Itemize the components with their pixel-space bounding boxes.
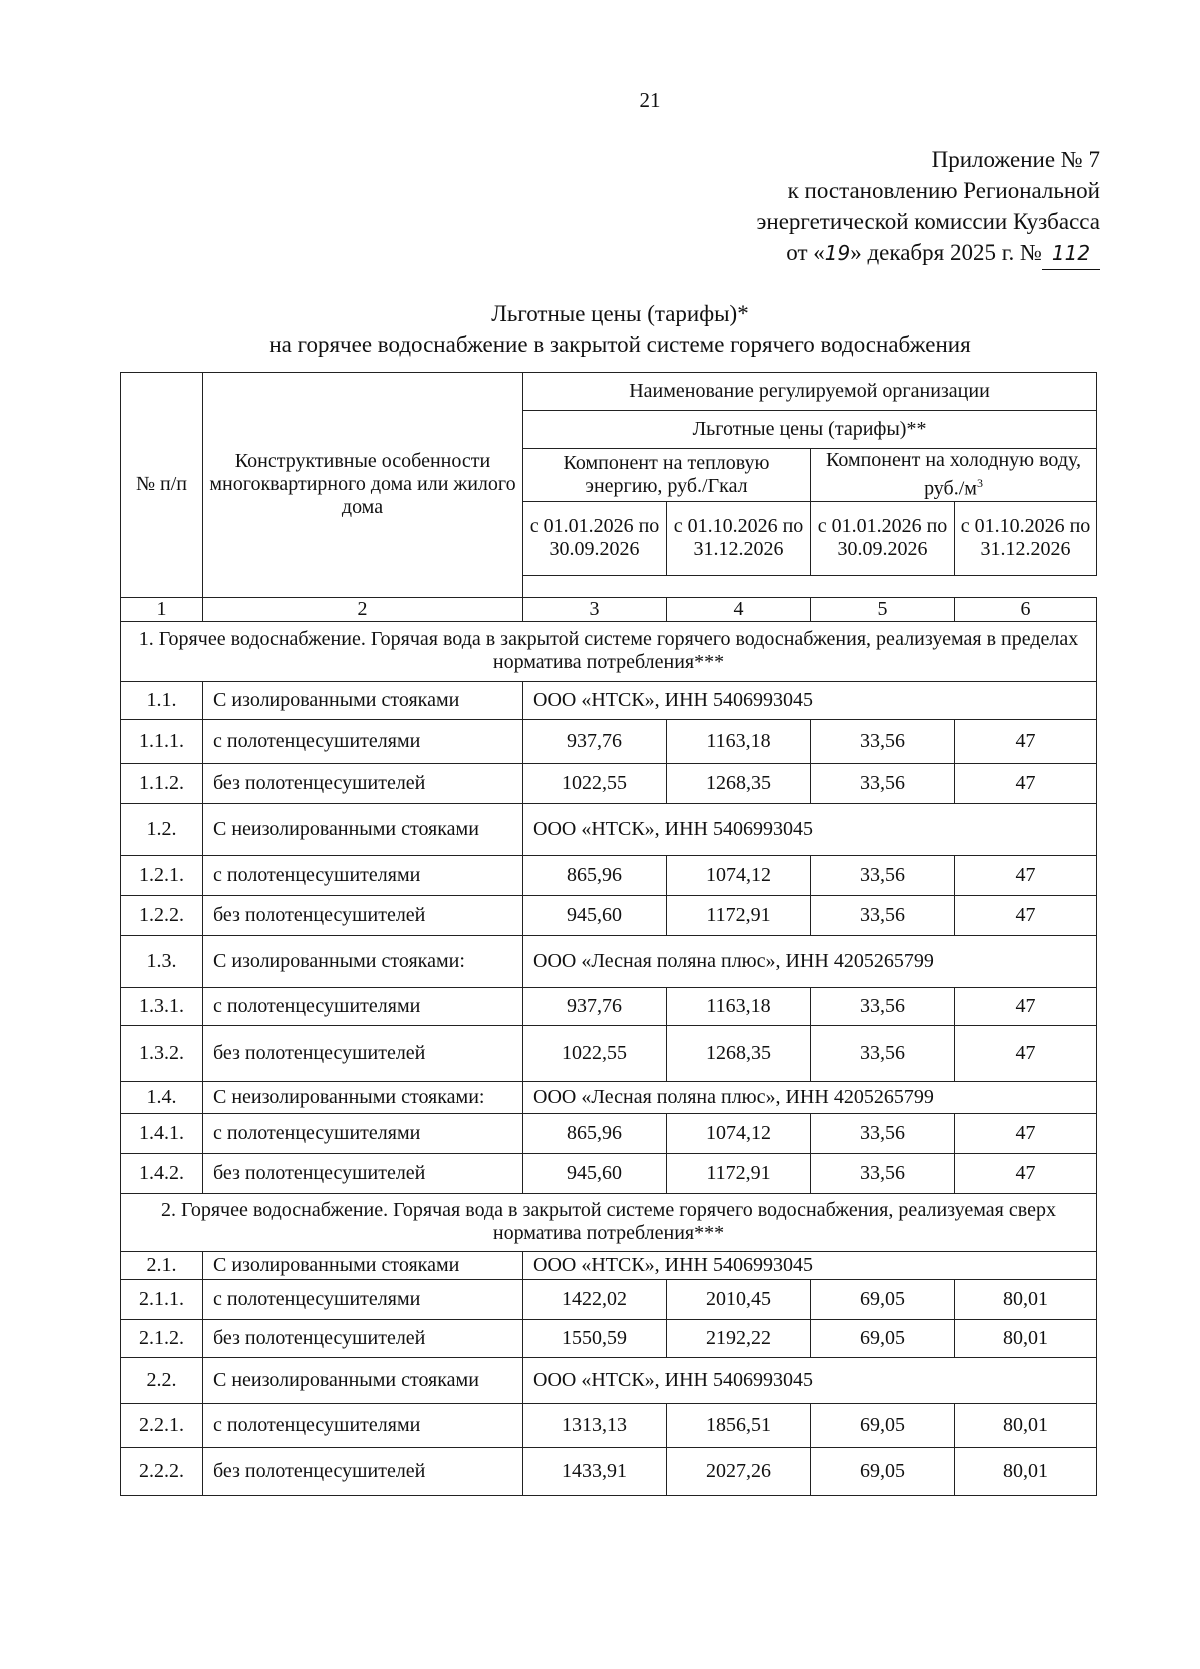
row-label: без полотенцесушителей (203, 1319, 523, 1357)
column-number: 1 (121, 597, 203, 621)
price-value: 47 (955, 1113, 1097, 1153)
organization-name: ООО «НТСК», ИНН 5406993045 (523, 1251, 1097, 1279)
row-number: 1.4.2. (121, 1153, 203, 1193)
row-label: без полотенцесушителей (203, 763, 523, 803)
price-value: 1268,35 (667, 763, 811, 803)
table-row (121, 763, 1097, 803)
price-value: 1172,91 (667, 1153, 811, 1193)
group-number: 1.1. (121, 681, 203, 719)
date-suffix: » декабря 2025 г. № (850, 240, 1042, 265)
price-value: 33,56 (811, 987, 955, 1025)
row-label: без полотенцесушителей (203, 895, 523, 935)
group-label: С изолированными стояками (203, 681, 523, 719)
group-number: 1.4. (121, 1081, 203, 1113)
organization-name: ООО «НТСК», ИНН 5406993045 (523, 681, 1097, 719)
price-value: 1074,12 (667, 855, 811, 895)
appendix-line-2: к постановлению Региональной (787, 178, 1100, 203)
section-title: 2. Горячее водоснабжение. Горячая вода в закрытой системе горячего водоснабжения, реализуемая сверх норматива потребления*** (121, 1193, 1097, 1251)
price-value: 865,96 (523, 1113, 667, 1153)
price-value: 937,76 (523, 987, 667, 1025)
price-value: 33,56 (811, 855, 955, 895)
price-value: 80,01 (955, 1319, 1097, 1357)
price-value: 69,05 (811, 1279, 955, 1319)
row-number: 1.1.1. (121, 719, 203, 763)
organization-name: ООО «НТСК», ИНН 5406993045 (523, 803, 1097, 855)
table-row (121, 1113, 1097, 1153)
group-number: 2.2. (121, 1357, 203, 1403)
price-value: 1422,02 (523, 1279, 667, 1319)
price-value: 1856,51 (667, 1403, 811, 1447)
price-value: 945,60 (523, 895, 667, 935)
header-num: № п/п (121, 373, 203, 598)
price-value: 2010,45 (667, 1279, 811, 1319)
column-number: 4 (667, 597, 811, 621)
price-value: 1313,13 (523, 1403, 667, 1447)
group-number: 1.2. (121, 803, 203, 855)
header-features: Конструктивные особенности многоквартирного дома или жилого дома (203, 373, 523, 598)
row-label: без полотенцесушителей (203, 1025, 523, 1081)
row-number: 2.2.1. (121, 1403, 203, 1447)
row-number: 1.2.2. (121, 895, 203, 935)
header-period: с 01.01.2026 по 30.09.2026 (811, 501, 955, 575)
row-label: с полотенцесушителями (203, 719, 523, 763)
organization-name: ООО «Лесная поляна плюс», ИНН 4205265799 (523, 1081, 1097, 1113)
table-row (121, 719, 1097, 763)
water-component-unit-power: 3 (976, 476, 983, 490)
price-value: 1172,91 (667, 895, 811, 935)
page-number: 21 (639, 88, 661, 112)
header-period: с 01.10.2026 по 31.12.2026 (667, 501, 811, 575)
group-number: 1.3. (121, 935, 203, 987)
header-water-component (811, 449, 1097, 502)
row-label: с полотенцесушителями (203, 987, 523, 1025)
header-period: с 01.01.2026 по 30.09.2026 (523, 501, 667, 575)
appendix-date-line (757, 237, 1100, 270)
appendix-line-1: Приложение № 7 (931, 147, 1100, 172)
table-row (121, 895, 1097, 935)
column-numbers-row (121, 597, 1097, 621)
header-org-name: Наименование регулируемой организации (523, 373, 1097, 411)
tariff-table (120, 372, 1097, 1496)
table-row (121, 1447, 1097, 1495)
price-value: 1022,55 (523, 1025, 667, 1081)
row-number: 1.1.2. (121, 763, 203, 803)
price-value: 2027,26 (667, 1447, 811, 1495)
price-value: 33,56 (811, 719, 955, 763)
header-prices: Льготные цены (тарифы)** (523, 411, 1097, 449)
price-value: 80,01 (955, 1403, 1097, 1447)
row-number: 1.3.2. (121, 1025, 203, 1081)
group-label: С изолированными стояками: (203, 935, 523, 987)
price-value: 1022,55 (523, 763, 667, 803)
row-number: 1.3.1. (121, 987, 203, 1025)
group-number: 2.1. (121, 1251, 203, 1279)
table-row (121, 1319, 1097, 1357)
row-label: с полотенцесушителями (203, 855, 523, 895)
price-value: 47 (955, 763, 1097, 803)
price-value: 69,05 (811, 1447, 955, 1495)
header-heat-component: Компонент на тепловую энергию, руб./Гкал (523, 449, 811, 502)
price-value: 33,56 (811, 895, 955, 935)
row-label: без полотенцесушителей (203, 1447, 523, 1495)
price-value: 47 (955, 1025, 1097, 1081)
group-row (121, 1081, 1097, 1113)
document-number-handwritten: 112 (1051, 241, 1091, 265)
price-value: 865,96 (523, 855, 667, 895)
appendix-block (757, 144, 1100, 270)
price-value: 69,05 (811, 1403, 955, 1447)
organization-name: ООО «Лесная поляна плюс», ИНН 4205265799 (523, 935, 1097, 987)
price-value: 1163,18 (667, 719, 811, 763)
header-period: с 01.10.2026 по 31.12.2026 (955, 501, 1097, 575)
title-line-2: на горячее водоснабжение в закрытой системе горячего водоснабжения (269, 332, 971, 357)
group-row (121, 681, 1097, 719)
row-number: 2.1.2. (121, 1319, 203, 1357)
price-value: 33,56 (811, 763, 955, 803)
table-row (121, 1279, 1097, 1319)
table-row (121, 1153, 1097, 1193)
title-line-1: Льготные цены (тарифы)* (491, 301, 749, 326)
column-number: 5 (811, 597, 955, 621)
price-value: 69,05 (811, 1319, 955, 1357)
date-day-handwritten: 19 (824, 241, 851, 265)
date-prefix: от « (786, 240, 825, 265)
water-component-text: Компонент на холодную воду, руб./м (825, 449, 1082, 500)
row-number: 1.2.1. (121, 855, 203, 895)
price-value: 47 (955, 987, 1097, 1025)
section-row (121, 621, 1097, 681)
column-number: 3 (523, 597, 667, 621)
price-value: 1433,91 (523, 1447, 667, 1495)
table-row (121, 1025, 1097, 1081)
row-label: с полотенцесушителями (203, 1113, 523, 1153)
row-number: 2.2.2. (121, 1447, 203, 1495)
price-value: 33,56 (811, 1025, 955, 1081)
price-value: 1268,35 (667, 1025, 811, 1081)
section-row (121, 1193, 1097, 1251)
table-row (121, 855, 1097, 895)
group-row (121, 803, 1097, 855)
row-number: 2.1.1. (121, 1279, 203, 1319)
column-number: 6 (955, 597, 1097, 621)
organization-name: ООО «НТСК», ИНН 5406993045 (523, 1357, 1097, 1403)
group-label: С неизолированными стояками (203, 1357, 523, 1403)
document-title (120, 298, 1120, 360)
price-value: 1550,59 (523, 1319, 667, 1357)
price-value: 945,60 (523, 1153, 667, 1193)
column-number: 2 (203, 597, 523, 621)
price-value: 1074,12 (667, 1113, 811, 1153)
table-row (121, 1403, 1097, 1447)
appendix-line-3: энергетической комиссии Кузбасса (756, 209, 1100, 234)
price-value: 80,01 (955, 1447, 1097, 1495)
group-label: С неизолированными стояками: (203, 1081, 523, 1113)
group-label: С неизолированными стояками (203, 803, 523, 855)
row-number: 1.4.1. (121, 1113, 203, 1153)
section-title: 1. Горячее водоснабжение. Горячая вода в закрытой системе горячего водоснабжения, реализуемая в пределах норматива потребления*** (121, 621, 1097, 681)
price-value: 1163,18 (667, 987, 811, 1025)
group-row (121, 1357, 1097, 1403)
group-row (121, 935, 1097, 987)
price-value: 33,56 (811, 1153, 955, 1193)
price-value: 47 (955, 895, 1097, 935)
price-value: 937,76 (523, 719, 667, 763)
price-value: 33,56 (811, 1113, 955, 1153)
group-label: С изолированными стояками (203, 1251, 523, 1279)
price-value: 47 (955, 855, 1097, 895)
price-value: 2192,22 (667, 1319, 811, 1357)
group-row (121, 1251, 1097, 1279)
row-label: без полотенцесушителей (203, 1153, 523, 1193)
price-value: 47 (955, 1153, 1097, 1193)
price-value: 47 (955, 719, 1097, 763)
table-row (121, 987, 1097, 1025)
price-value: 80,01 (955, 1279, 1097, 1319)
row-label: с полотенцесушителями (203, 1279, 523, 1319)
row-label: с полотенцесушителями (203, 1403, 523, 1447)
